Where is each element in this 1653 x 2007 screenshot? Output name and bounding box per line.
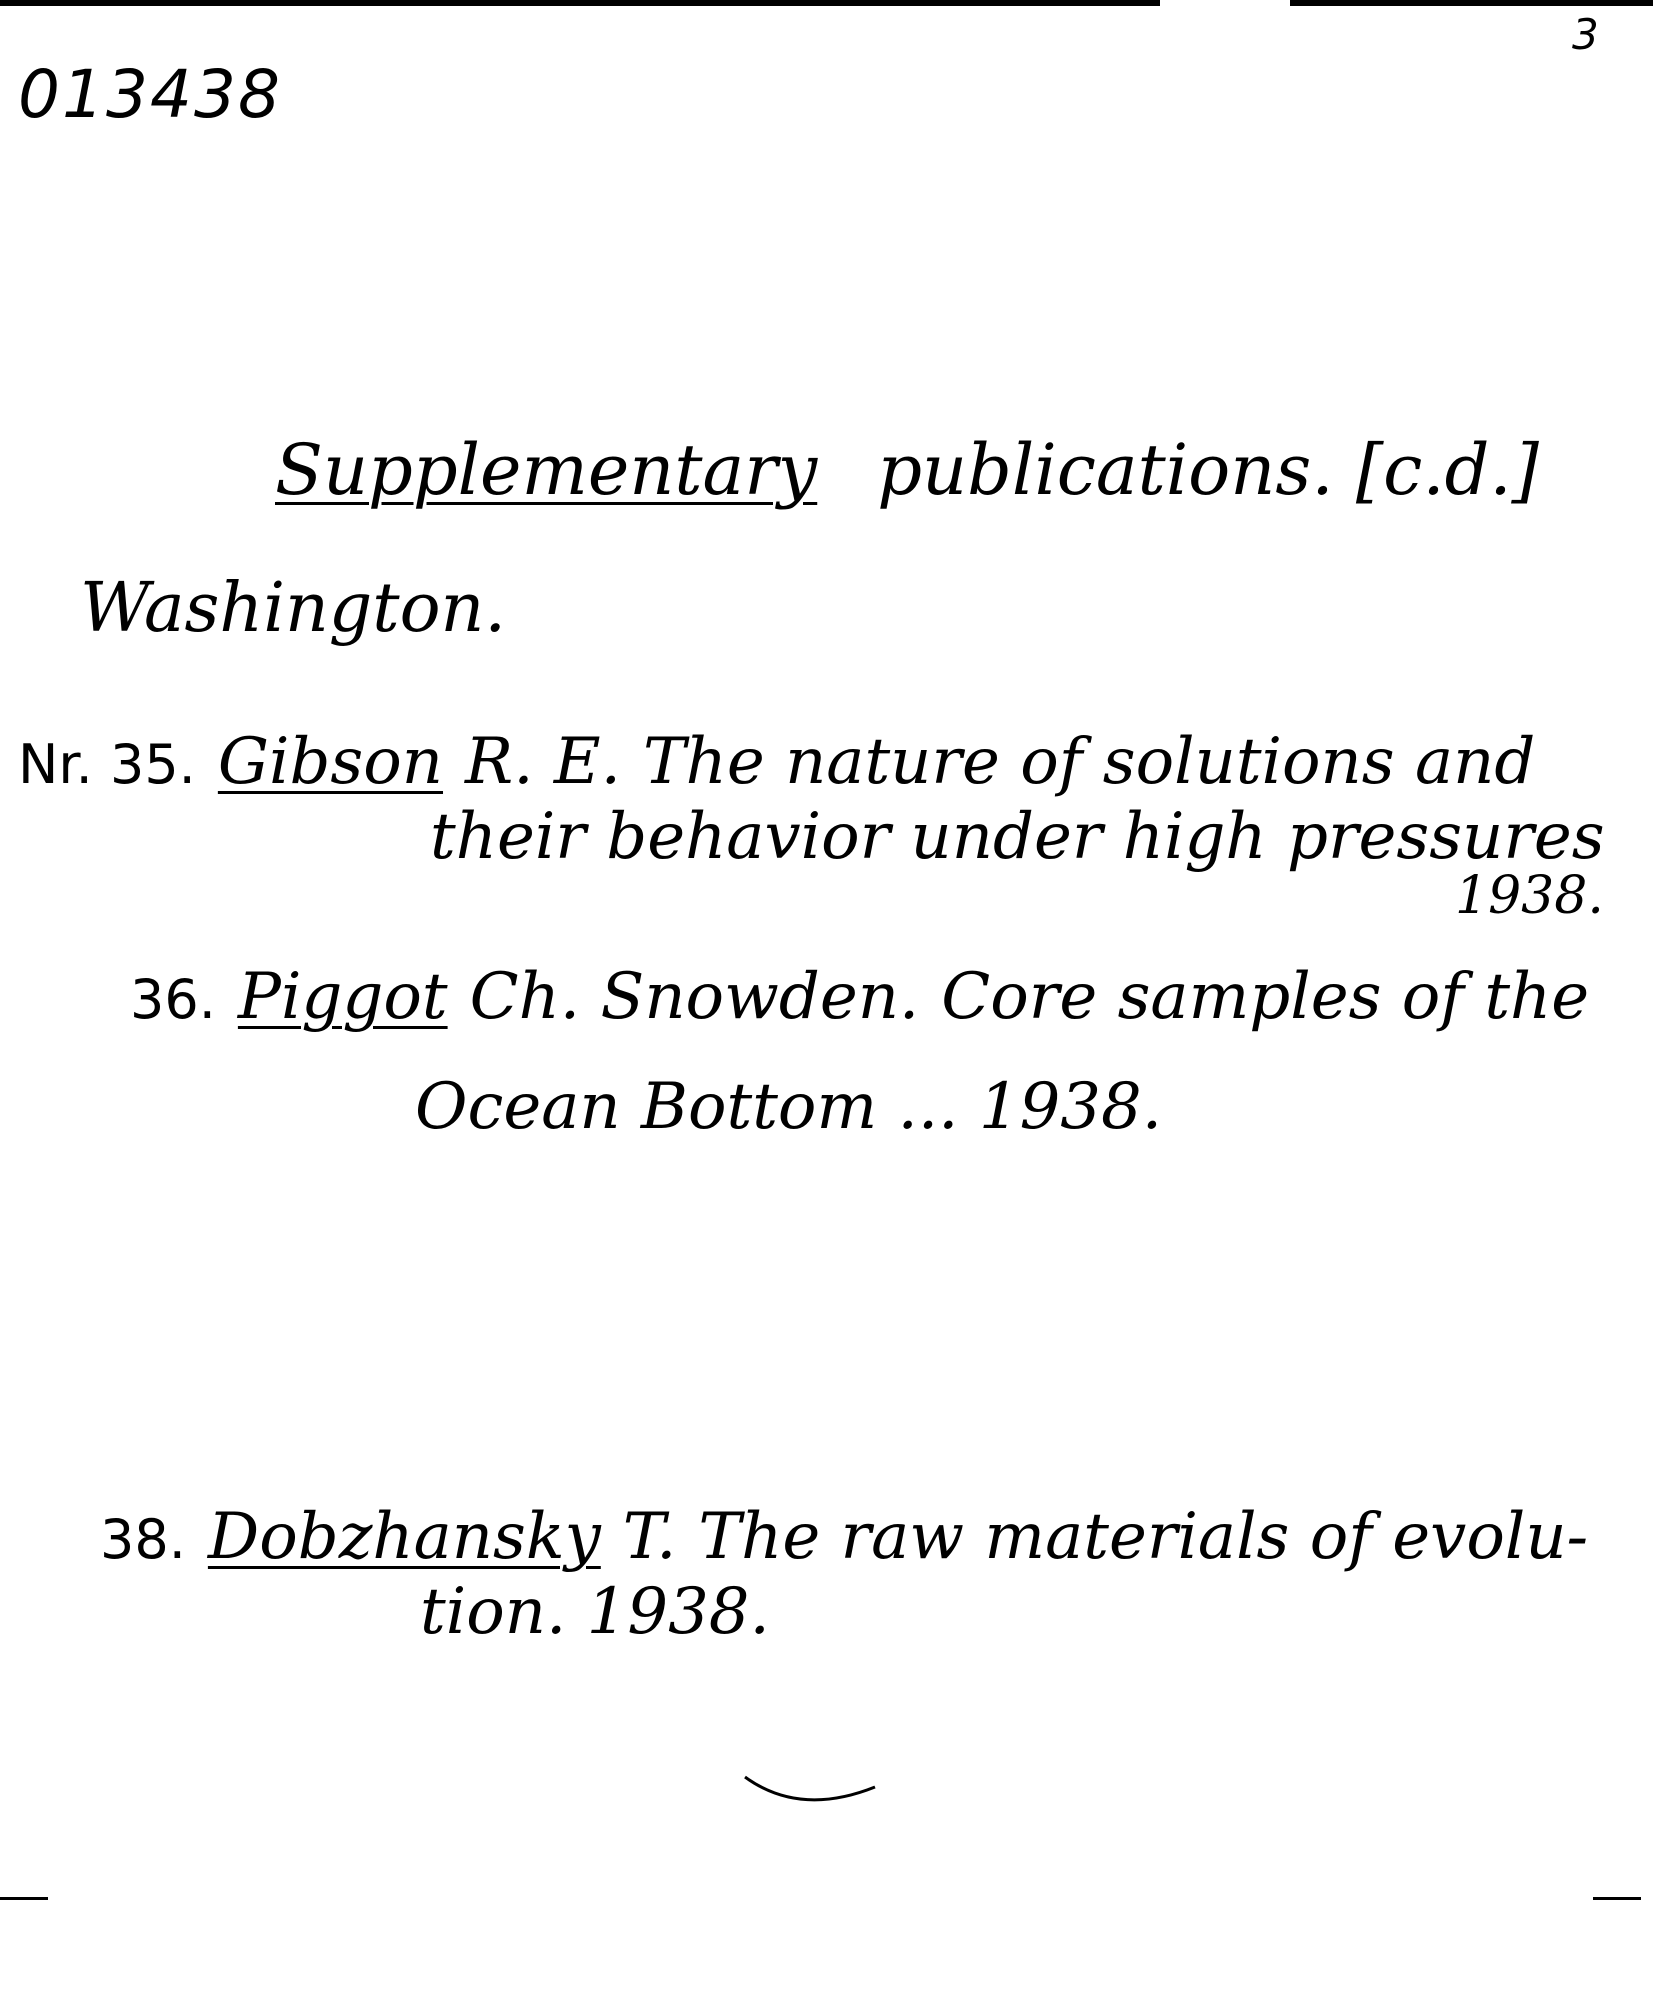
entry-35-author: Gibson [217,725,444,799]
card-heading [275,429,1539,511]
heading-series-word: Supplementary [275,429,818,511]
entry-35-title-line-2: their behavior under high pressures [430,800,1605,874]
page-number: 3 [1572,10,1599,59]
entry-36-line-1 [130,960,1590,1034]
entry-38-title-line-2: tion. 1938. [420,1575,770,1649]
entry-35-year: 1938. [1455,866,1604,926]
entry-38-line-1 [100,1500,1589,1574]
entry-36-title-line-1: Core samples of the [941,960,1590,1034]
punch-hole-mark-right [1593,1897,1641,1900]
card-top-edge [0,0,1653,6]
entry-38-title-line-1: The raw materials of evolu- [698,1500,1589,1574]
entry-35-line-1 [18,725,1536,799]
entry-36-title-line-2: Ocean Bottom ... 1938. [415,1070,1163,1144]
entry-35-number: Nr. 35. [18,733,196,796]
entry-36-initials: Ch. Snowden. [469,960,920,1034]
card-top-edge-gap [1160,0,1290,6]
entry-38-author: Dobzhansky [207,1500,601,1574]
serial-number: 013438 [18,56,282,133]
entry-36-author: Piggot [237,960,448,1034]
publication-city: Washington. [80,569,506,648]
entry-38-number: 38. [100,1508,186,1571]
entry-36-number: 36. [130,968,216,1031]
end-mark-curve [740,1772,880,1812]
punch-hole-mark-left [0,1897,48,1900]
entry-35-title-line-1: The nature of solutions and [642,725,1536,799]
entry-35-initials: R. E. [465,725,621,799]
heading-rest: publications. [c.d.] [877,429,1539,511]
entry-38-initials: T. [622,1500,677,1574]
